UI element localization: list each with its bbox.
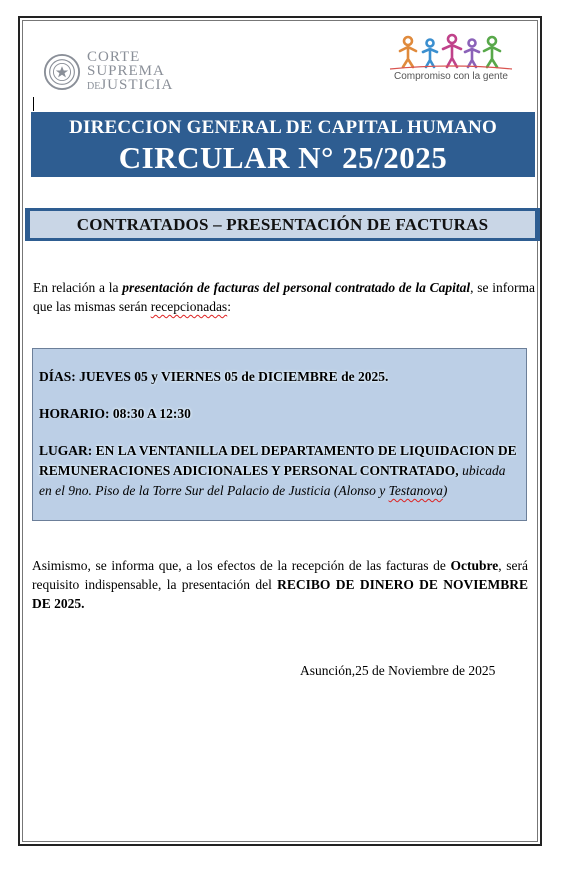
lugar-detail-2: Testanova bbox=[388, 483, 443, 498]
lugar-detail-3: ) bbox=[442, 483, 448, 498]
lugar-detail-1: ubicada en el 9no. Piso de la Torre Sur del Palacio de Justicia (Alonso y bbox=[39, 463, 506, 498]
court-name bbox=[87, 50, 173, 94]
intro-emphasis: presentación de facturas del personal contratado de la Capital bbox=[122, 280, 471, 295]
subject-bar bbox=[25, 208, 540, 241]
horario-line bbox=[39, 404, 520, 424]
text-cursor bbox=[33, 97, 34, 111]
slogan-logo bbox=[386, 33, 516, 85]
court-name-line3a: DE bbox=[87, 81, 101, 92]
closing-text-1: Asimismo, se informa que, a los efectos de la recepción de las facturas de bbox=[32, 558, 451, 573]
slogan-text: Compromiso con la gente bbox=[394, 71, 508, 82]
intro-text-1: En relación a la bbox=[33, 280, 123, 295]
info-box bbox=[32, 348, 527, 521]
header-banner bbox=[31, 112, 535, 177]
department-title: DIRECCION GENERAL DE CAPITAL HUMANO bbox=[69, 117, 497, 138]
horario-value: 08:30 A 12:30 bbox=[112, 406, 191, 421]
horario-label: HORARIO: bbox=[39, 406, 113, 421]
family-figures-icon bbox=[386, 33, 516, 71]
closing-text-3: , será requisito indispensable, la presentación del bbox=[32, 558, 529, 592]
circular-number: CIRCULAR N° 25/2025 bbox=[118, 140, 448, 175]
court-logo bbox=[43, 50, 173, 94]
closing-receipt: RECIBO DE DINERO DE NOVIEMBRE DE 2025. bbox=[32, 577, 528, 611]
court-name-line2: SUPREMA bbox=[87, 63, 165, 79]
intro-text-3: , se informa que las mismas serán bbox=[33, 280, 535, 314]
date-line: Asunción,25 de Noviembre de 2025 bbox=[300, 663, 496, 678]
dias-value: y VIERNES 05 de DICIEMBRE de 2025. bbox=[151, 369, 389, 384]
dias-line bbox=[39, 367, 520, 387]
intro-paragraph bbox=[33, 278, 535, 316]
intro-text-5: : bbox=[227, 299, 231, 314]
subject-title: CONTRATADOS – PRESENTACIÓN DE FACTURAS bbox=[30, 211, 535, 238]
intro-spellcheck-word: recepcionadas bbox=[150, 299, 228, 314]
court-name-line3b: JUSTICIA bbox=[100, 77, 174, 93]
closing-paragraph bbox=[32, 556, 528, 613]
lugar-label: LUGAR: bbox=[39, 443, 96, 458]
paraguay-seal-icon bbox=[43, 53, 81, 91]
lugar-line bbox=[39, 441, 520, 501]
court-name-line1: CORTE bbox=[87, 49, 141, 65]
lugar-value: EN LA VENTANILLA DEL DEPARTAMENTO DE LIQUIDACION DE REMUNERACIONES ADICIONALES Y PERSONAL CONTRATADO, bbox=[39, 443, 517, 478]
dias-label: DÍAS: JUEVES 05 bbox=[39, 369, 152, 384]
closing-month: Octubre bbox=[450, 558, 499, 573]
